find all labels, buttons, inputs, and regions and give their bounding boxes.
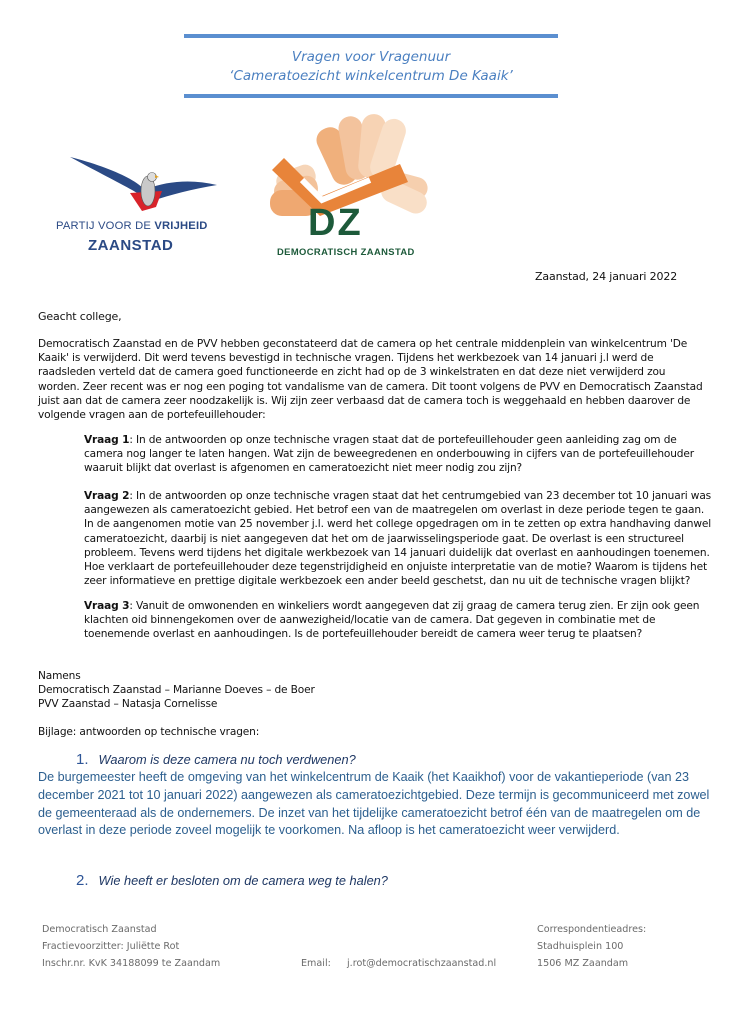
intro-paragraph: Democratisch Zaanstad en de PVV hebben geconstateerd dat de camera op het centrale middenplein van winkelcentrum 'De Kaaik' is verwijderd. Dit werd tevens bevestigd in technische vragen. Tijdens het werkbezoek van 14 januari j.l werd de raadsleden verteld dat de camera goed functioneerde en zicht had op de 3 winkelstraten en dat deze niet verwijderd zou worden. Zeer recent was er nog een poging tot vandalisme van de camera. Dit toont volgens de PVV en Democratisch Zaanstad juist aan dat de camera zeer noodzakelijk is. Wij zijn zeer verbaasd dat de camera toch is weggehaald en hebben daarover de volgende vragen aan de portefeuillehouder: <box>38 338 703 422</box>
salutation: Geacht college, <box>38 310 122 323</box>
pvv-logo-text-line2: ZAANSTAD <box>88 237 174 254</box>
header-rule-top <box>184 34 558 38</box>
question-label: Vraag 1 <box>84 434 130 446</box>
footer-chair: Fractievoorzitter: Juliëtte Rot <box>42 941 180 952</box>
dz-logo <box>262 108 440 260</box>
answer-1-number: 1. <box>76 751 89 768</box>
question-2 <box>84 489 714 588</box>
answer-1-question: Waarom is deze camera nu toch verdwenen? <box>98 752 356 767</box>
letter-date: Zaanstad, 24 januari 2022 <box>535 270 678 283</box>
footer-address-label: Correspondentieadres: <box>537 924 647 935</box>
answer-1-heading <box>76 751 356 768</box>
answer-2-number: 2. <box>76 872 89 889</box>
pvv-logo-text-line1 <box>56 220 208 232</box>
footer-kvk: Inschr.nr. KvK 34188099 te Zaandam <box>42 958 221 969</box>
footer-email-label: Email: <box>301 958 331 969</box>
footer-email-link[interactable]: j.rot@democratischzaanstad.nl <box>347 958 497 969</box>
pvv-logo-text-bold: VRIJHEID <box>154 220 208 232</box>
footer-right <box>537 921 646 972</box>
seagull-icon <box>52 145 227 225</box>
document-title-line1: Vragen voor Vragenuur <box>291 49 451 65</box>
signoff-line1: Democratisch Zaanstad – Marianne Doeves – de Boer <box>38 684 315 697</box>
footer-org: Democratisch Zaanstad <box>42 924 157 935</box>
pvv-logo-text-regular: PARTIJ VOOR DE <box>56 220 155 232</box>
answer-2-heading <box>76 872 388 889</box>
document-title-line2: ‘Cameratoezicht winkelcentrum De Kaaik’ <box>229 68 513 84</box>
question-text: : In de antwoorden op onze technische vragen staat dat de portefeuillehouder geen aanleiding zag om de camera nog langer te laten hangen. Wat zijn de beweegredenen en onderbouwing in cijfers van de portefeuillehouder waaruit blijkt dat overlast is afgenomen en cameratoezicht niet meer nodig zou zijn? <box>84 434 694 475</box>
footer-left <box>42 921 220 972</box>
question-text: : Vanuit de omwonenden en winkeliers wordt aangegeven dat zij graag de camera terug zien. Er zijn ook geen klachten oid binnengekomen over de aanwezigheid/locatie van de camera. Dat gegeven in combinatie met de toenemende overlast en aanhoudingen. Is de portefeuillehouder bereidt de camera weer terug te plaatsen? <box>84 600 700 641</box>
question-label: Vraag 3 <box>84 600 130 612</box>
signoff-line2: PVV Zaanstad – Natasja Cornelisse <box>38 698 218 711</box>
answer-2-question: Wie heeft er besloten om de camera weg te halen? <box>98 873 388 888</box>
dz-logo-letters: DZ <box>308 202 363 244</box>
bijlage-label: Bijlage: antwoorden op technische vragen: <box>38 726 260 738</box>
answer-1-body: De burgemeester heeft de omgeving van het winkelcentrum de Kaaik (het Kaaikhof) voor de vakantieperiode (van 23 december 2021 tot 10 januari 2022) aangewezen als cameratoezichtgebied. Deze termijn is gecommuniceerd met zowel de gemeenteraad als de ondernemers. De inzet van het tijdelijke cameratoezicht betrof één van de maatregelen om de overlast in deze periode zoveel mogelijk te voorkomen. Na afloop is het cameratoezicht weer verwijderd. <box>38 770 710 838</box>
pvv-logo <box>52 145 227 260</box>
question-1 <box>84 433 714 476</box>
signoff-namens: Namens <box>38 670 81 682</box>
footer-street: Stadhuisplein 100 <box>537 941 624 952</box>
question-label: Vraag 2 <box>84 490 130 502</box>
footer-postal: 1506 MZ Zaandam <box>537 958 629 969</box>
question-text: : In de antwoorden op onze technische vragen staat dat het centrumgebied van 23 december tot 10 januari was aangewezen als cameratoezicht gebied. Het betrof een van de maatregelen om overlast in deze periode tegen te gaan. In de aangenomen motie van 25 november j.l. werd het college opgedragen om in te zetten op extra handhaving danwel cameratoezicht, daarbij is niet aangegeven dat het om de jaarwisselingsperiode gaat. De overlast is een structureel probleem. Tevens werd tijdens het digitale werkbezoek van 14 januari duidelijk dat overlast en aanhoudingen toenemen. Hoe verklaart de portefeuillehouder deze tegenstrijdigheid en onjuiste interpretatie van de motie? Waarom is tijdens het zeer informatieve en prettige digitale werkbezoek een ander beeld geschetst, dan nu uit de technische vragen blijkt? <box>84 490 712 588</box>
dz-logo-name: DEMOCRATISCH ZAANSTAD <box>277 246 415 257</box>
header-rule-bottom <box>184 94 558 98</box>
question-3 <box>84 599 714 642</box>
signoff <box>38 669 315 712</box>
